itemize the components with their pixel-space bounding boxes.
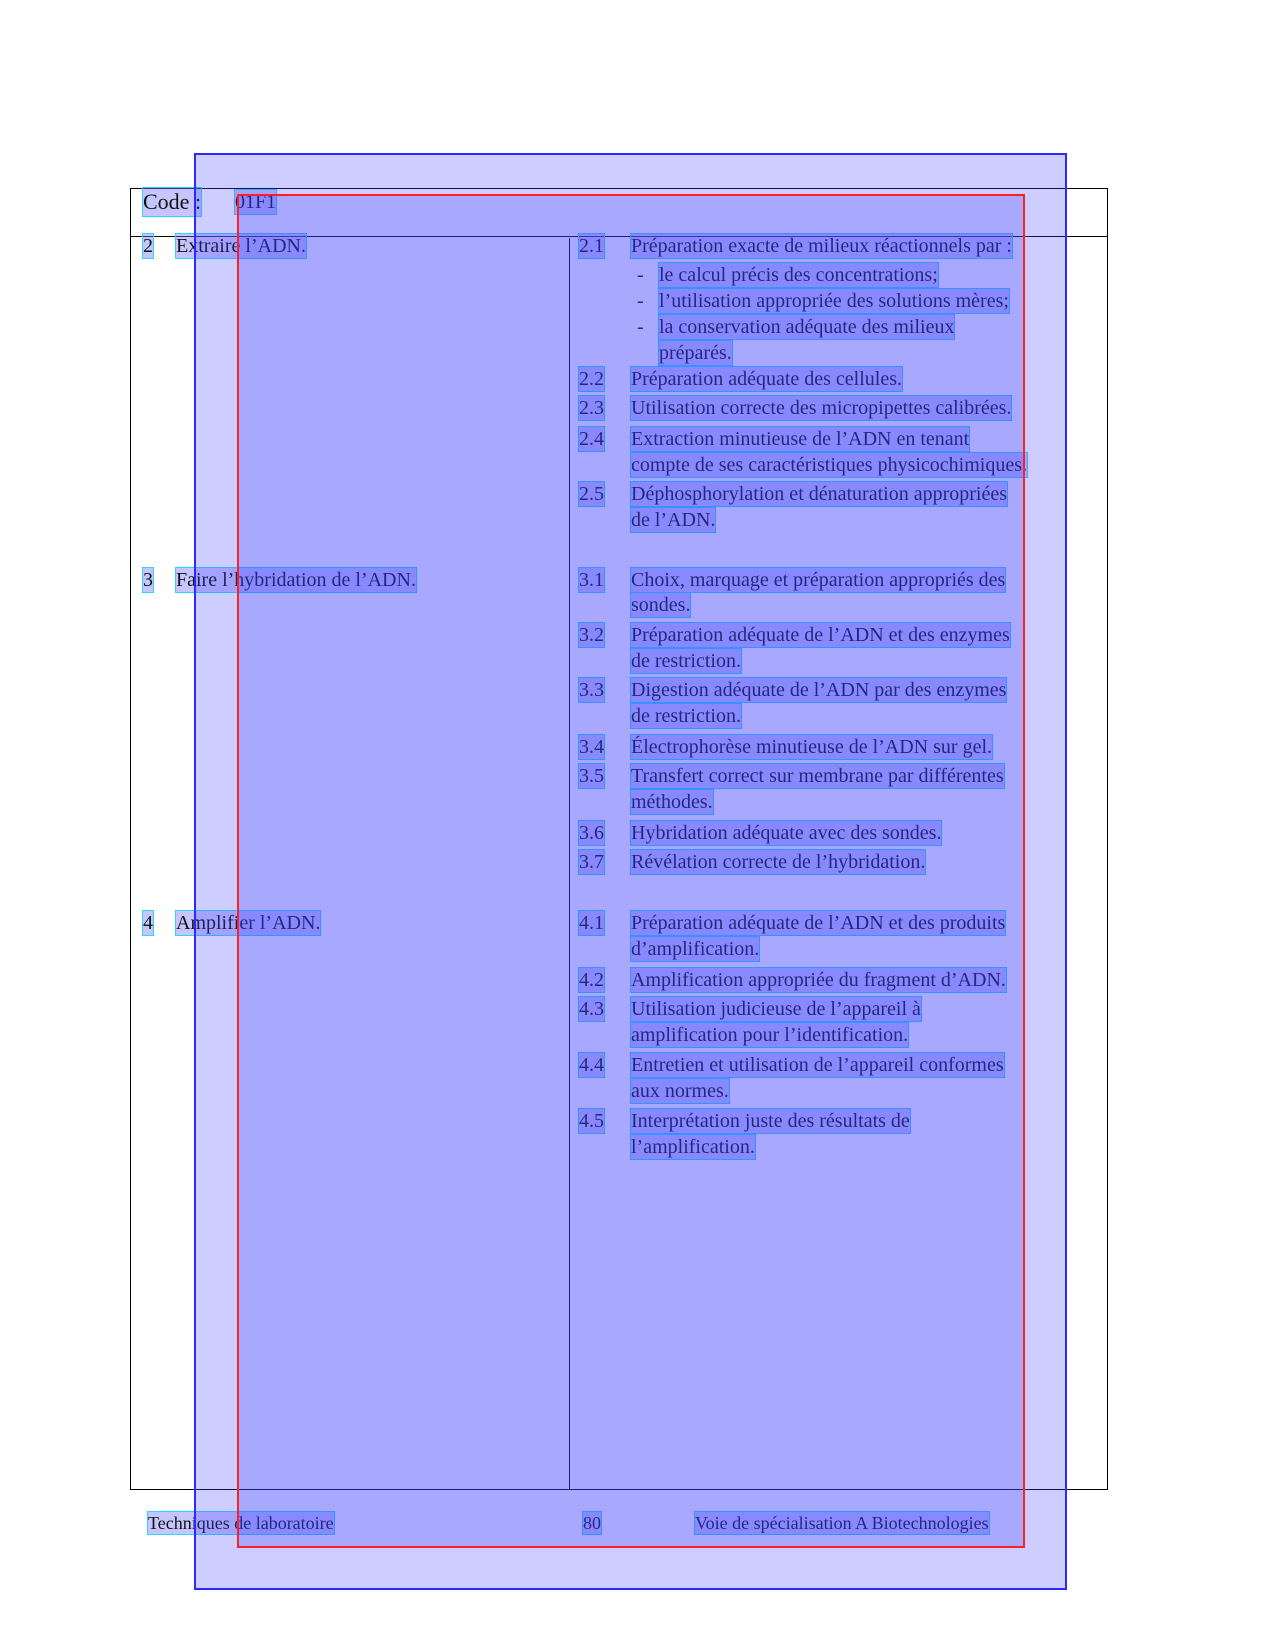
item-text: Hybridation adéquate avec des sondes. [631,822,942,844]
item-number: 3.5 [579,765,604,787]
item-number: 3.1 [579,569,604,591]
section-title: Faire l’hybridation de l’ADN. [176,569,416,591]
item-text: l’amplification. [631,1136,755,1158]
section-number: 3 [143,569,153,591]
item-text: Entretien et utilisation de l’appareil conformes [631,1054,1004,1076]
item-text: Amplification appropriée du fragment d’ADN. [631,969,1006,991]
bullet-text: la conservation adéquate des milieux [659,316,955,338]
item-number: 2.3 [579,397,604,419]
bullet-marker: - [637,264,644,286]
section-title: Amplifier l’ADN. [176,912,321,934]
item-text: Préparation adéquate des cellules. [631,368,902,390]
item-text: de restriction. [631,705,741,727]
section-number: 4 [143,912,153,934]
item-text: Transfert correct sur membrane par différentes [631,765,1004,787]
item-number: 4.5 [579,1110,604,1132]
item-text: Digestion adéquate de l’ADN par des enzymes [631,679,1007,701]
code-value: 01F1 [235,191,277,213]
item-text: de restriction. [631,650,741,672]
item-number: 3.2 [579,624,604,646]
item-text: amplification pour l’identification. [631,1024,909,1046]
bullet-marker: - [637,290,644,312]
item-number: 4.2 [579,969,604,991]
page-number: 80 [583,1513,601,1533]
item-number: 3.6 [579,822,604,844]
bullet-text: l’utilisation appropriée des solutions mères; [659,290,1009,312]
item-text: Extraction minutieuse de l’ADN en tenant [631,428,970,450]
item-number: 4.1 [579,912,604,934]
item-text: Préparation exacte de milieux réactionnels par : [631,235,1012,257]
code-label: Code : [143,189,202,214]
item-text: de l’ADN. [631,509,716,531]
item-text: Préparation adéquate de l’ADN et des enzymes [631,624,1010,646]
bullet-text: le calcul précis des concentrations; [659,264,938,286]
item-number: 2.5 [579,483,604,505]
item-number: 4.4 [579,1054,604,1076]
bullet-marker: - [637,316,644,338]
item-text: compte de ses caractéristiques physicochimiques. [631,454,1027,476]
region-overlay-inner [237,194,1025,1548]
item-number: 2.2 [579,368,604,390]
item-text: d’amplification. [631,938,760,960]
footer-left: Techniques de laboratoire [148,1513,334,1533]
item-text: Préparation adéquate de l’ADN et des produits [631,912,1006,934]
bullet-text: préparés. [659,342,732,364]
item-text: méthodes. [631,791,713,813]
footer-right: Voie de spécialisation A Biotechnologies [695,1513,989,1533]
item-text: Révélation correcte de l’hybridation. [631,851,926,873]
item-number: 4.3 [579,998,604,1020]
item-text: sondes. [631,594,691,616]
item-text: Utilisation correcte des micropipettes calibrées. [631,397,1012,419]
item-text: aux normes. [631,1080,729,1102]
section-title: Extraire l’ADN. [176,235,306,257]
item-text: Choix, marquage et préparation appropriés des [631,569,1006,591]
item-text: Utilisation judicieuse de l’appareil à [631,998,921,1020]
item-number: 3.3 [579,679,604,701]
item-number: 3.7 [579,851,604,873]
item-text: Déphosphorylation et dénaturation appropriées [631,483,1007,505]
section-number: 2 [143,235,153,257]
item-number: 3.4 [579,736,604,758]
item-text: Électrophorèse minutieuse de l’ADN sur gel. [631,736,993,758]
item-number: 2.1 [579,235,604,257]
item-number: 2.4 [579,428,604,450]
item-text: Interprétation juste des résultats de [631,1110,910,1132]
